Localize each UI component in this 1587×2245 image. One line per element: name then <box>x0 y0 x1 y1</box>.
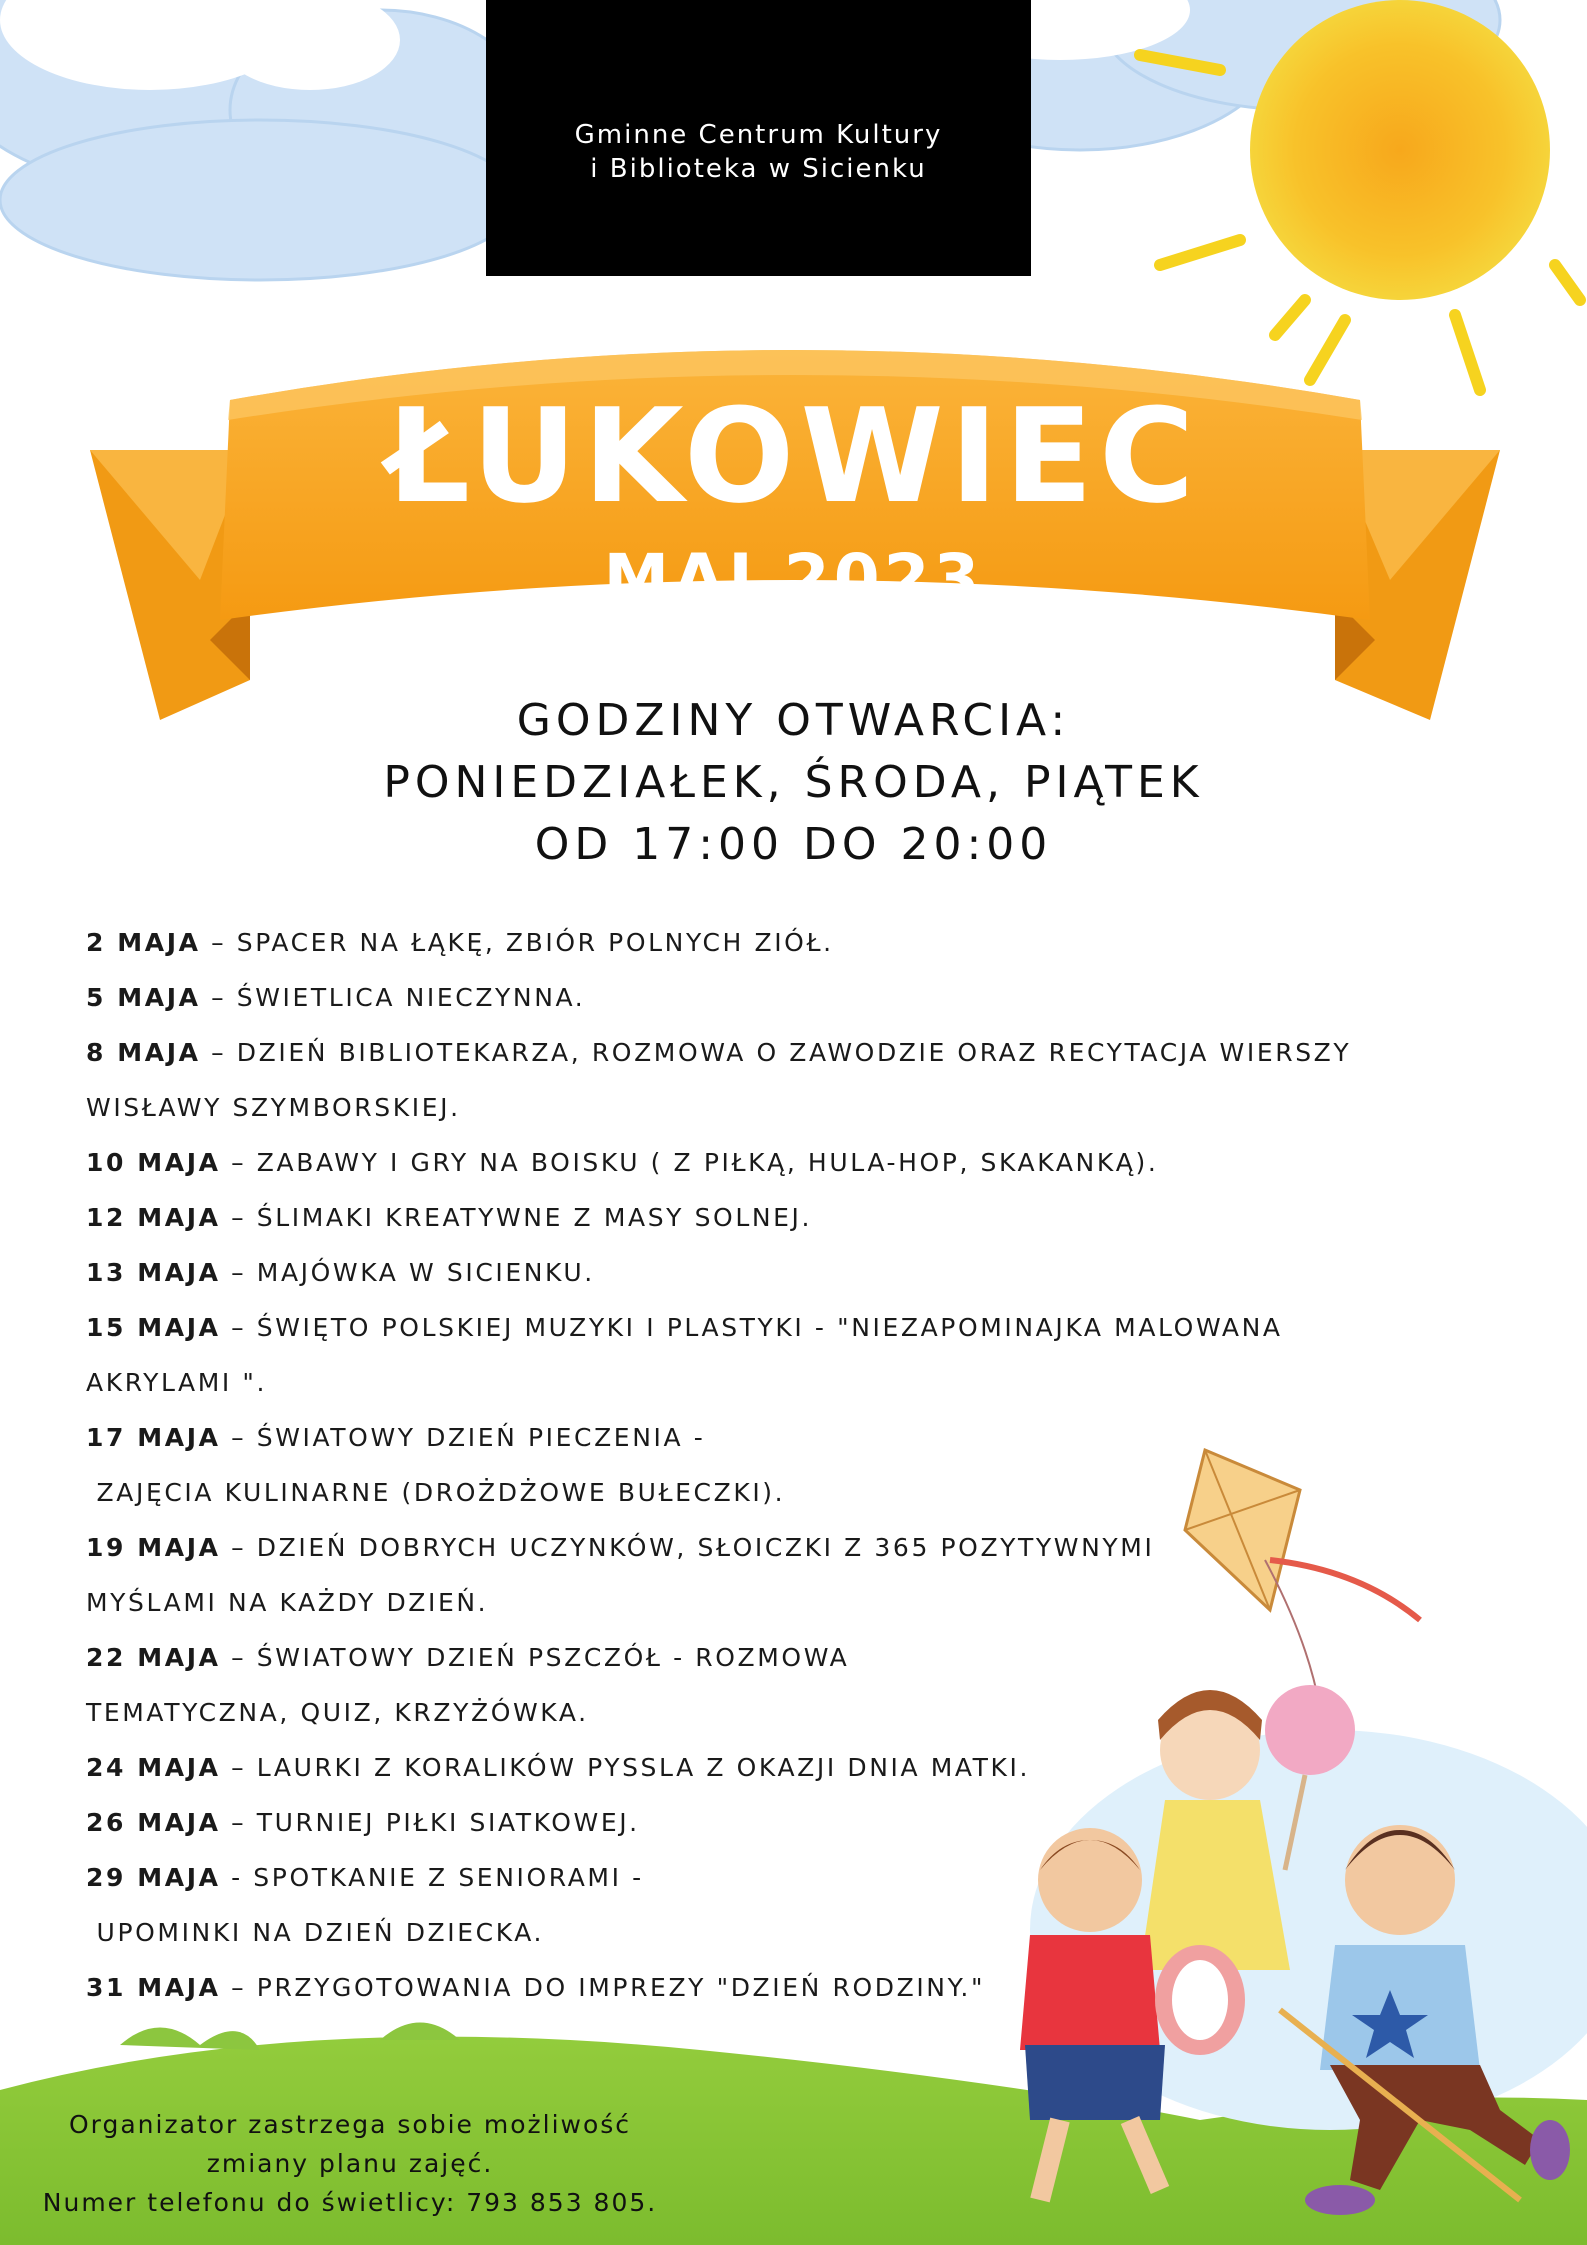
schedule-text: – LAURKI Z KORALIKÓW PYSSLA Z OKAZJI DNIA MATKI. <box>231 1753 1031 1782</box>
schedule-date: 26 MAJA <box>86 1808 221 1837</box>
schedule-text: AKRYLAMI ". <box>86 1368 268 1397</box>
schedule-date: 15 MAJA <box>86 1313 221 1342</box>
schedule-date: 22 MAJA <box>86 1643 221 1672</box>
schedule-date: 10 MAJA <box>86 1148 221 1177</box>
schedule-text: ZAJĘCIA KULINARNE (DROŻDŻOWE BUŁECZKI). <box>86 1478 786 1507</box>
schedule-date: 2 MAJA <box>86 928 201 957</box>
schedule-item <box>86 1190 1466 1245</box>
schedule-item <box>86 1685 1466 1740</box>
schedule-item <box>86 1025 1466 1080</box>
schedule-date: 13 MAJA <box>86 1258 221 1287</box>
schedule-text: TEMATYCZNA, QUIZ, KRZYŻÓWKA. <box>86 1698 589 1727</box>
schedule-date: 24 MAJA <box>86 1753 221 1782</box>
schedule-item <box>86 1960 1466 2015</box>
schedule-list <box>86 915 1466 2015</box>
header-line-2: i Biblioteka w Sicienku <box>590 154 927 184</box>
schedule-text: – ZABAWY I GRY NA BOISKU ( Z PIŁKĄ, HULA-HOP, SKAKANKĄ). <box>231 1148 1159 1177</box>
header-organization <box>486 0 1031 276</box>
schedule-text: UPOMINKI NA DZIEŃ DZIECKA. <box>86 1918 545 1947</box>
schedule-date: 29 MAJA <box>86 1863 221 1892</box>
banner-subtitle: MAJ 2023 <box>603 540 984 617</box>
schedule-item <box>86 1905 1466 1960</box>
schedule-item <box>86 1300 1466 1355</box>
schedule-text: – SPACER NA ŁĄKĘ, ZBIÓR POLNYCH ZIÓŁ. <box>211 928 834 957</box>
footer-line-1: Organizator zastrzega sobie możliwość <box>68 2110 632 2139</box>
schedule-text: - SPOTKANIE Z SENIORAMI - <box>231 1863 644 1892</box>
schedule-item <box>86 1465 1466 1520</box>
schedule-date: 12 MAJA <box>86 1203 221 1232</box>
hours-time: OD 17:00 DO 20:00 <box>534 819 1053 870</box>
schedule-date: 5 MAJA <box>86 983 201 1012</box>
schedule-text: – ŚWIĘTO POLSKIEJ MUZYKI I PLASTYKI - "NIEZAPOMINAJKA MALOWANA <box>231 1313 1283 1342</box>
schedule-text: – ŚWIATOWY DZIEŃ PIECZENIA - <box>231 1423 706 1452</box>
schedule-text: – ŚWIETLICA NIECZYNNA. <box>211 983 586 1012</box>
opening-hours <box>0 690 1587 876</box>
schedule-item <box>86 1795 1466 1850</box>
schedule-date: 31 MAJA <box>86 1973 221 2002</box>
schedule-text: – MAJÓWKA W SICIENKU. <box>231 1258 595 1287</box>
footer-note <box>40 2105 660 2222</box>
schedule-item <box>86 915 1466 970</box>
schedule-item <box>86 1850 1466 1905</box>
schedule-text: – PRZYGOTOWANIA DO IMPREZY "DZIEŃ RODZINY." <box>231 1973 986 2002</box>
schedule-item <box>86 1080 1466 1135</box>
hours-days: PONIEDZIAŁEK, ŚRODA, PIĄTEK <box>383 757 1204 808</box>
schedule-text: – DZIEŃ DOBRYCH UCZYNKÓW, SŁOICZKI Z 365 POZYTYWNYMI <box>231 1533 1155 1562</box>
header-line-1: Gminne Centrum Kultury <box>574 120 943 150</box>
schedule-date: 19 MAJA <box>86 1533 221 1562</box>
hours-heading: GODZINY OTWARCIA: <box>516 695 1071 746</box>
schedule-item <box>86 1355 1466 1410</box>
schedule-date: 17 MAJA <box>86 1423 221 1452</box>
schedule-text: – ŚLIMAKI KREATYWNE Z MASY SOLNEJ. <box>231 1203 813 1232</box>
schedule-item <box>86 1135 1466 1190</box>
schedule-item <box>86 1630 1466 1685</box>
schedule-item <box>86 970 1466 1025</box>
schedule-item <box>86 1740 1466 1795</box>
schedule-text: – TURNIEJ PIŁKI SIATKOWEJ. <box>231 1808 640 1837</box>
schedule-item <box>86 1575 1466 1630</box>
footer-phone: Numer telefonu do świetlicy: 793 853 805. <box>42 2188 658 2217</box>
schedule-text: MYŚLAMI NA KAŻDY DZIEŃ. <box>86 1588 489 1617</box>
schedule-text: – ŚWIATOWY DZIEŃ PSZCZÓŁ - ROZMOWA <box>231 1643 850 1672</box>
banner-title: ŁUKOWIEC <box>386 380 1201 532</box>
schedule-item <box>86 1245 1466 1300</box>
schedule-text: WISŁAWY SZYMBORSKIEJ. <box>86 1093 461 1122</box>
schedule-date: 8 MAJA <box>86 1038 201 1067</box>
schedule-item <box>86 1520 1466 1575</box>
schedule-item <box>86 1410 1466 1465</box>
schedule-text: – DZIEŃ BIBLIOTEKARZA, ROZMOWA O ZAWODZIE ORAZ RECYTACJA WIERSZY <box>211 1038 1352 1067</box>
footer-line-2: zmiany planu zajęć. <box>206 2149 494 2178</box>
